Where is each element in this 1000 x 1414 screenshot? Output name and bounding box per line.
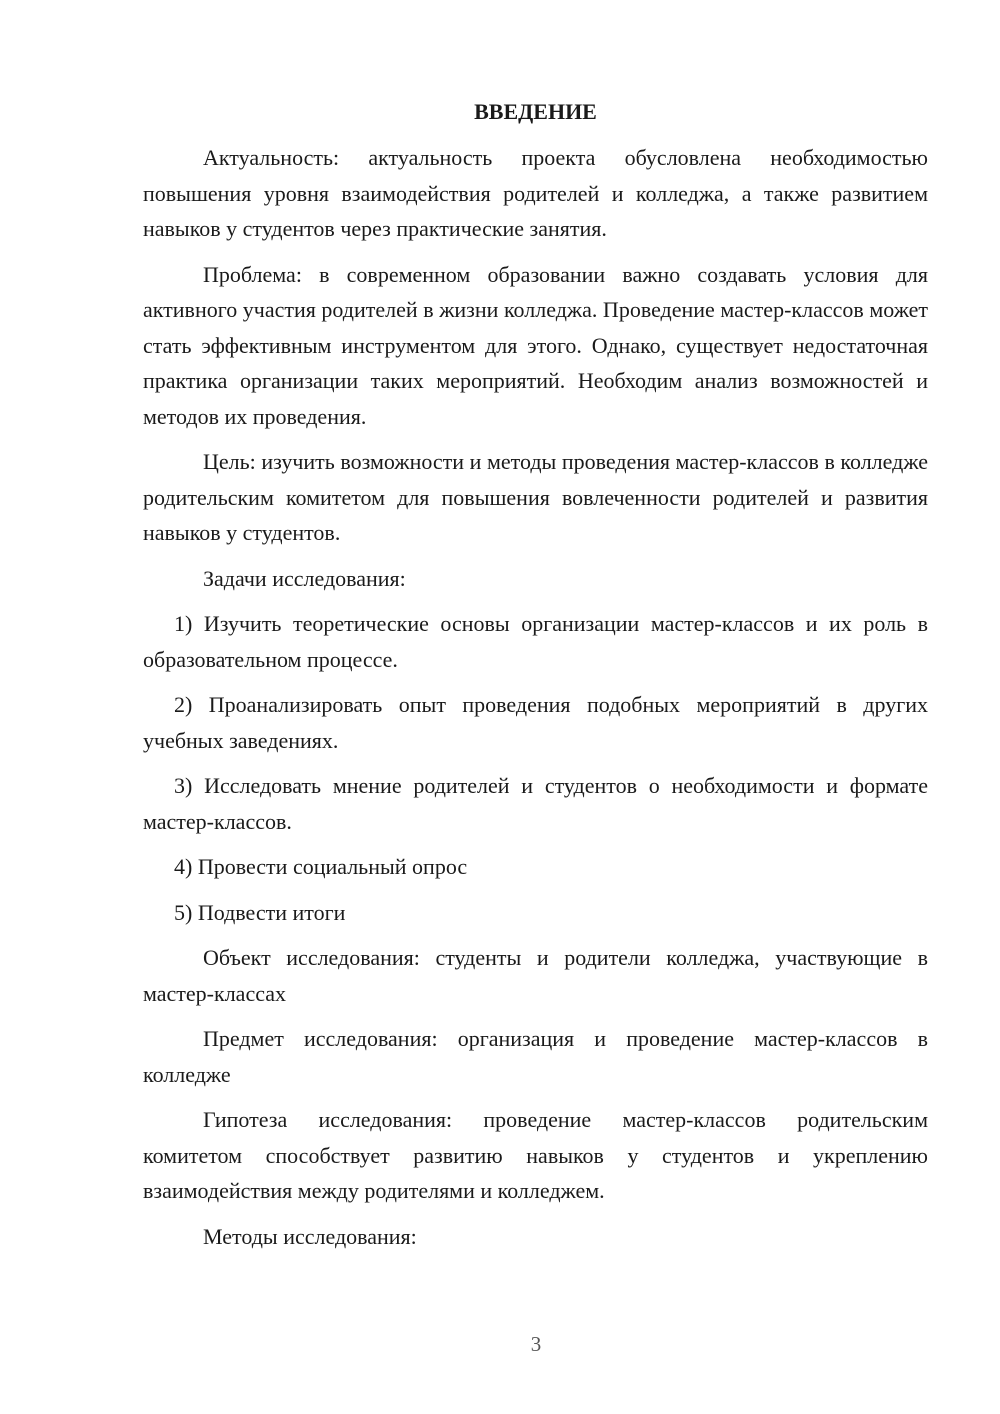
paragraph-hypothesis: Гипотеза исследования: проведение мастер-классов родительским комитетом способствует развитию навыков у студентов и укреплению взаимодействия между родителями и колледжем. — [143, 1107, 928, 1203]
paragraph-subject: Предмет исследования: организация и проведение мастер-классов в колледже — [143, 1026, 928, 1087]
task-item-3: 3) Исследовать мнение родителей и студентов о необходимости и формате мастер-классов. — [143, 773, 928, 834]
paragraph-problem: Проблема: в современном образовании важно создавать условия для активного участия родителей в жизни колледжа. Проведение мастер-классов может стать эффективным инструментом для этого. Однако, существует недостаточная практика организации таких мероприятий. Необходим анализ возможностей и методов их проведения. — [143, 261, 928, 429]
paragraph-object: Объект исследования: студенты и родители колледжа, участвующие в мастер-классах — [143, 945, 928, 1006]
task-item-1: 1) Изучить теоретические основы организации мастер-классов и их роль в образовательном процессе. — [143, 611, 928, 672]
task-item-5: 5) Подвести итоги — [174, 899, 346, 925]
paragraph-relevance: Актуальность: актуальность проекта обусловлена необходимостью повышения уровня взаимодействия родителей и колледжа, а также развитием навыков у студентов через практические занятия. — [143, 145, 928, 241]
paragraph-goal: Цель: изучить возможности и методы проведения мастер-классов в колледже родительским комитетом для повышения вовлеченности родителей и развития навыков у студентов. — [143, 449, 928, 545]
page-number: 3 — [530, 1332, 542, 1356]
page-body — [143, 96, 928, 1264]
methods-heading: Методы исследования: — [203, 1223, 417, 1249]
section-heading: ВВЕДЕНИЕ — [474, 99, 597, 124]
task-item-4: 4) Провести социальный опрос — [174, 854, 468, 879]
tasks-heading: Задачи исследования: — [203, 565, 406, 591]
task-item-2: 2) Проанализировать опыт проведения подобных мероприятий в других учебных заведениях. — [143, 692, 928, 753]
